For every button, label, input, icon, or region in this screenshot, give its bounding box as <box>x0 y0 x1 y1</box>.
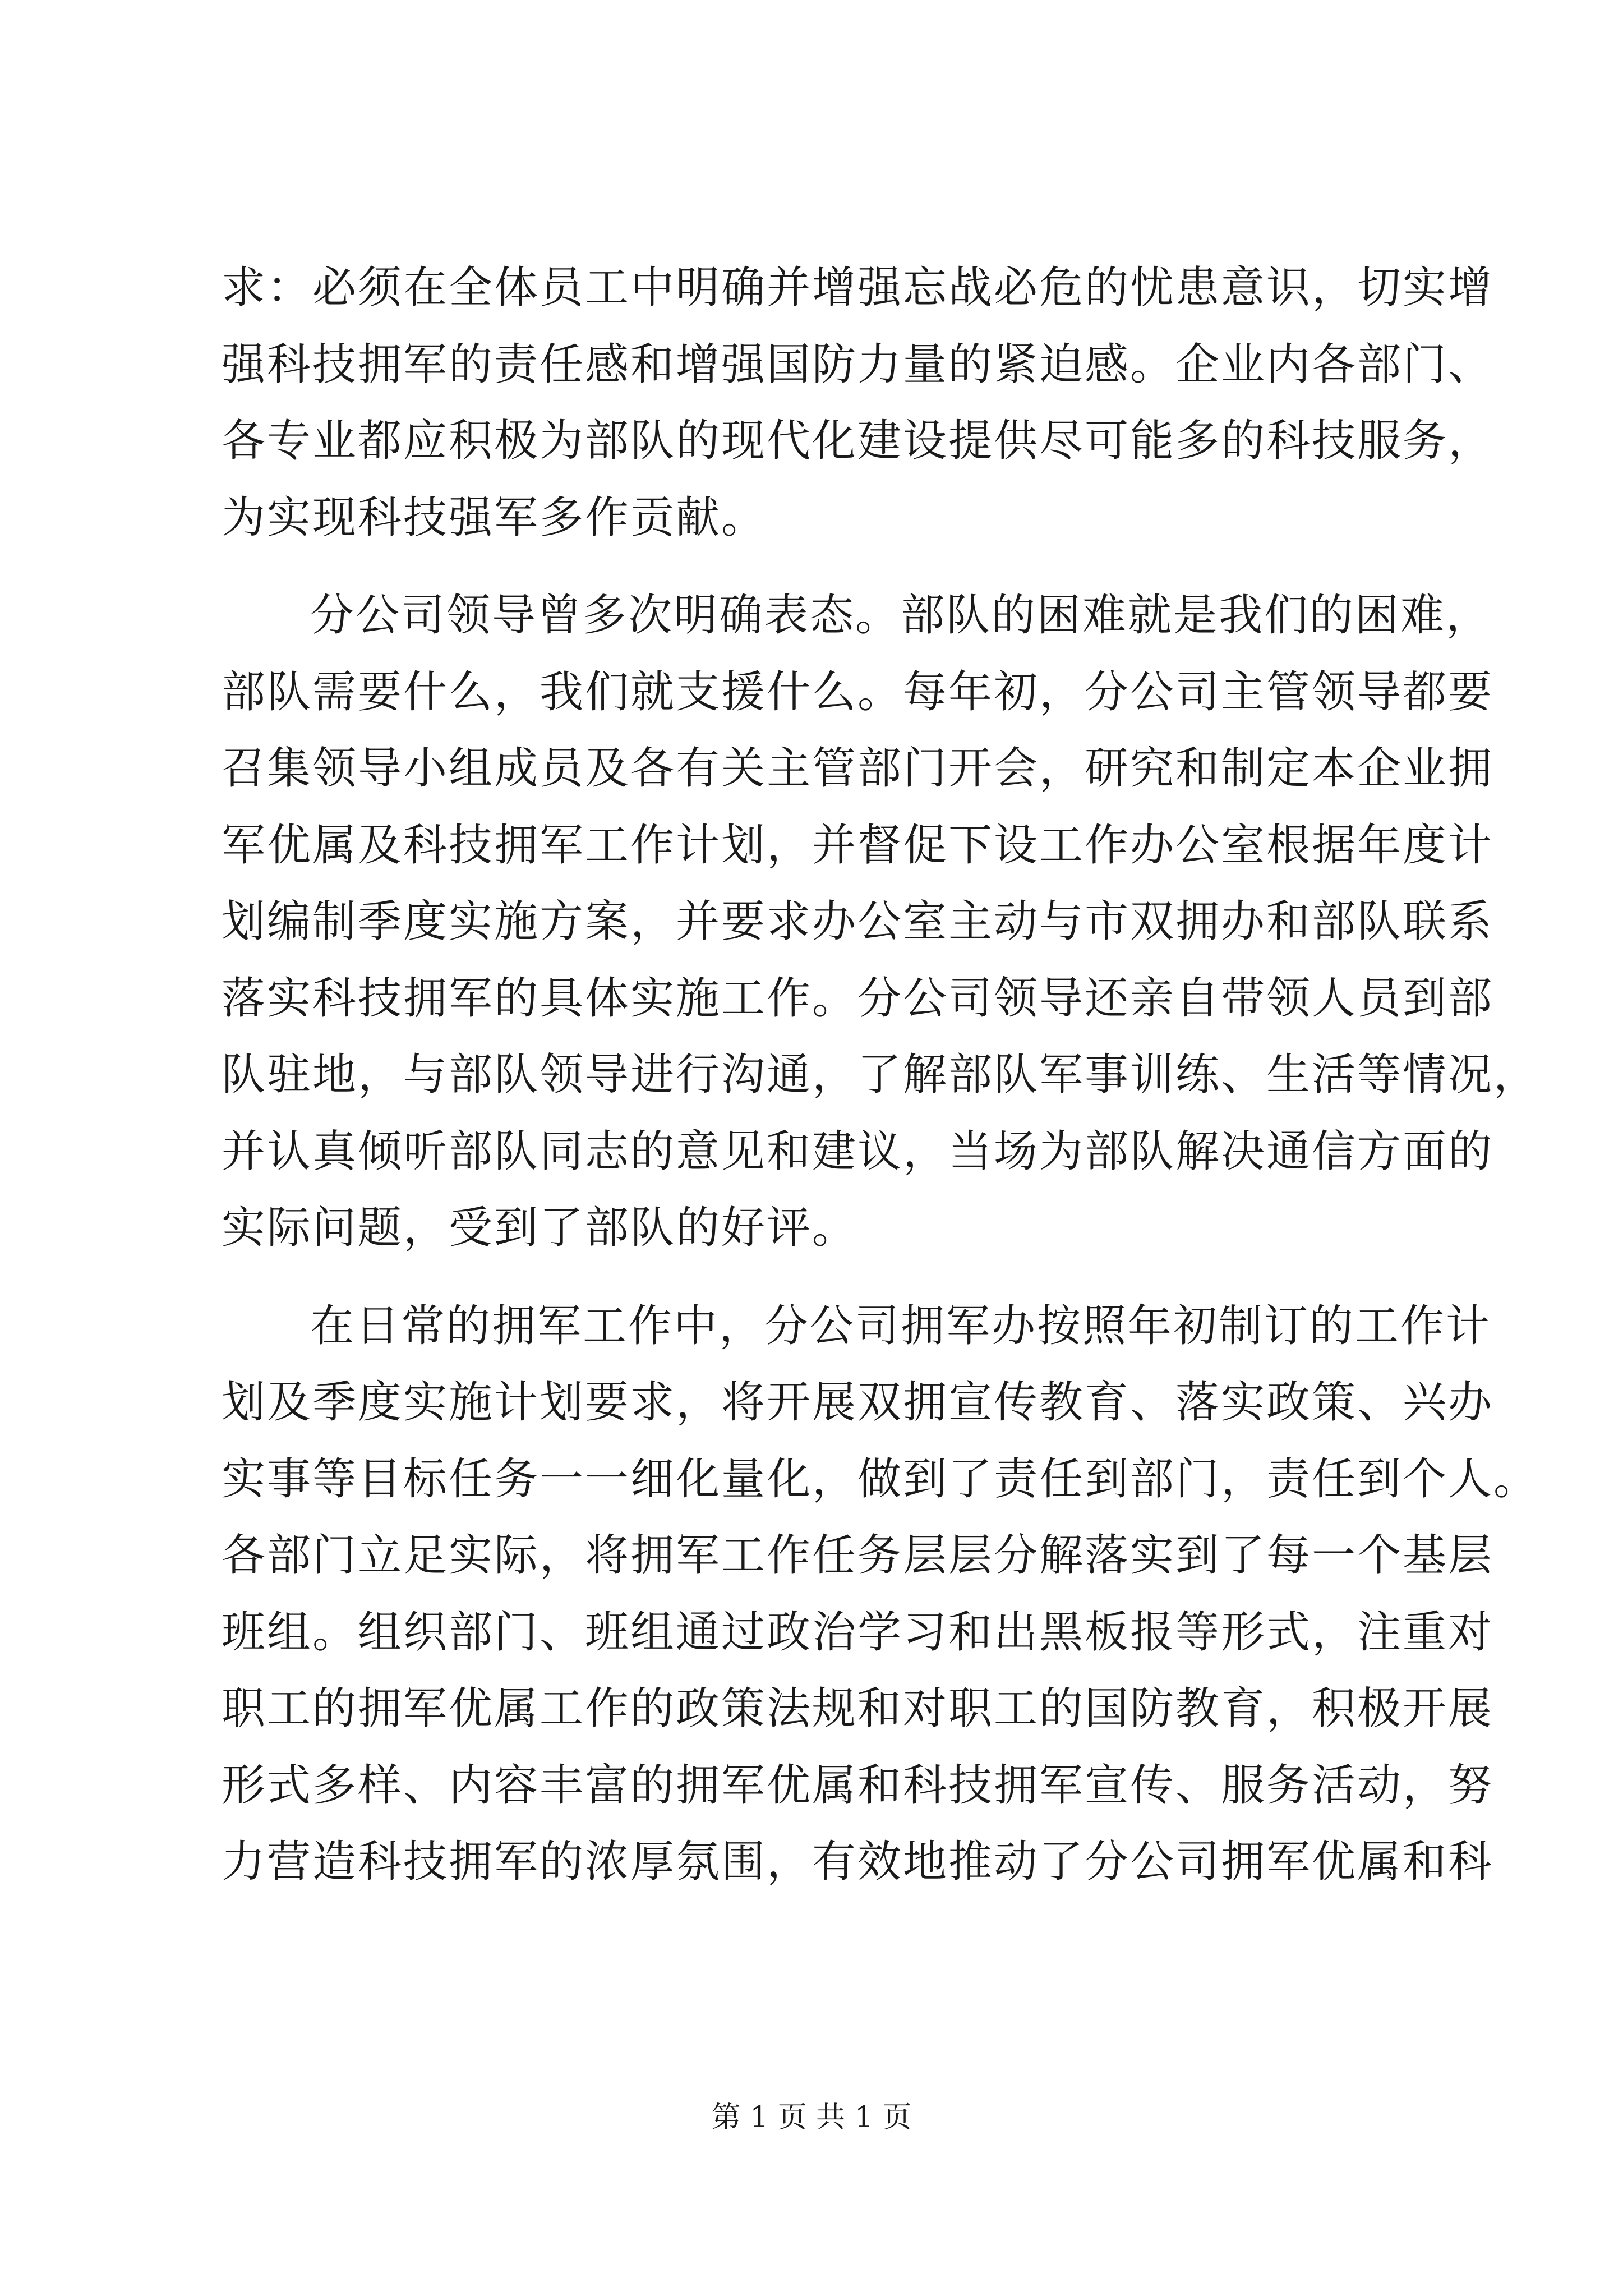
text-line: 各部门立足实际，将拥军工作任务层层分解落实到了每一个基层 <box>222 1530 1494 1581</box>
text-line: 实事等目标任务一一细化量化，做到了责任到部门，责任到个人。 <box>222 1453 1539 1504</box>
text-line: 划编制季度实施方案，并要求办公室主动与市双拥办和部队联系 <box>222 896 1494 947</box>
text-line: 为实现科技强军多作贡献。 <box>222 492 767 543</box>
text-line: 落实科技拥军的具体实施工作。分公司领导还亲自带领人员到部 <box>222 973 1494 1024</box>
text-line: 求：必须在全体员工中明确并增强忘战必危的忧患意识，切实增 <box>222 263 1494 313</box>
text-line: 职工的拥军优属工作的政策法规和对职工的国防教育，积极开展 <box>222 1683 1494 1734</box>
text-line: 各专业都应积极为部队的现代化建设提供尽可能多的科技服务， <box>222 416 1494 466</box>
text-line: 军优属及科技拥军工作计划，并督促下设工作办公室根据年度计 <box>222 820 1494 871</box>
text-line: 在日常的拥军工作中，分公司拥军办按照年初制订的工作计 <box>310 1300 1492 1351</box>
document-body <box>222 250 1539 1901</box>
text-line: 形式多样、内容丰富的拥军优属和科技拥军宣传、服务活动，努 <box>222 1760 1494 1811</box>
text-line: 实际问题，受到了部队的好评。 <box>222 1203 858 1253</box>
text-line: 划及季度实施计划要求，将开展双拥宣传教育、落实政策、兴办 <box>222 1377 1494 1428</box>
text-line: 队驻地，与部队领导进行沟通，了解部队军事训练、生活等情况， <box>222 1050 1539 1100</box>
text-line: 召集领导小组成员及各有关主管部门开会，研究和制定本企业拥 <box>222 743 1494 794</box>
text-line: 强科技拥军的责任感和增强国防力量的紧迫感。企业内各部门、 <box>222 339 1494 390</box>
paragraph <box>222 1288 1539 1901</box>
text-line: 力营造科技拥军的浓厚氛围，有效地推动了分公司拥军优属和科 <box>222 1837 1494 1887</box>
paragraph-gap <box>222 556 1427 577</box>
text-line: 并认真倾听部队同志的意见和建议，当场为部队解决通信方面的 <box>222 1126 1494 1177</box>
page-footer: 第 1 页 共 1 页 <box>711 2101 912 2134</box>
paragraph <box>222 577 1539 1267</box>
text-line: 部队需要什么，我们就支援什么。每年初，分公司主管领导都要 <box>222 666 1494 717</box>
text-line: 班组。组织部门、班组通过政治学习和出黑板报等形式，注重对 <box>222 1607 1494 1658</box>
paragraph-gap <box>222 1267 1427 1288</box>
paragraph <box>222 250 1494 556</box>
text-line: 分公司领导曾多次明确表态。部队的困难就是我们的困难， <box>310 590 1492 641</box>
